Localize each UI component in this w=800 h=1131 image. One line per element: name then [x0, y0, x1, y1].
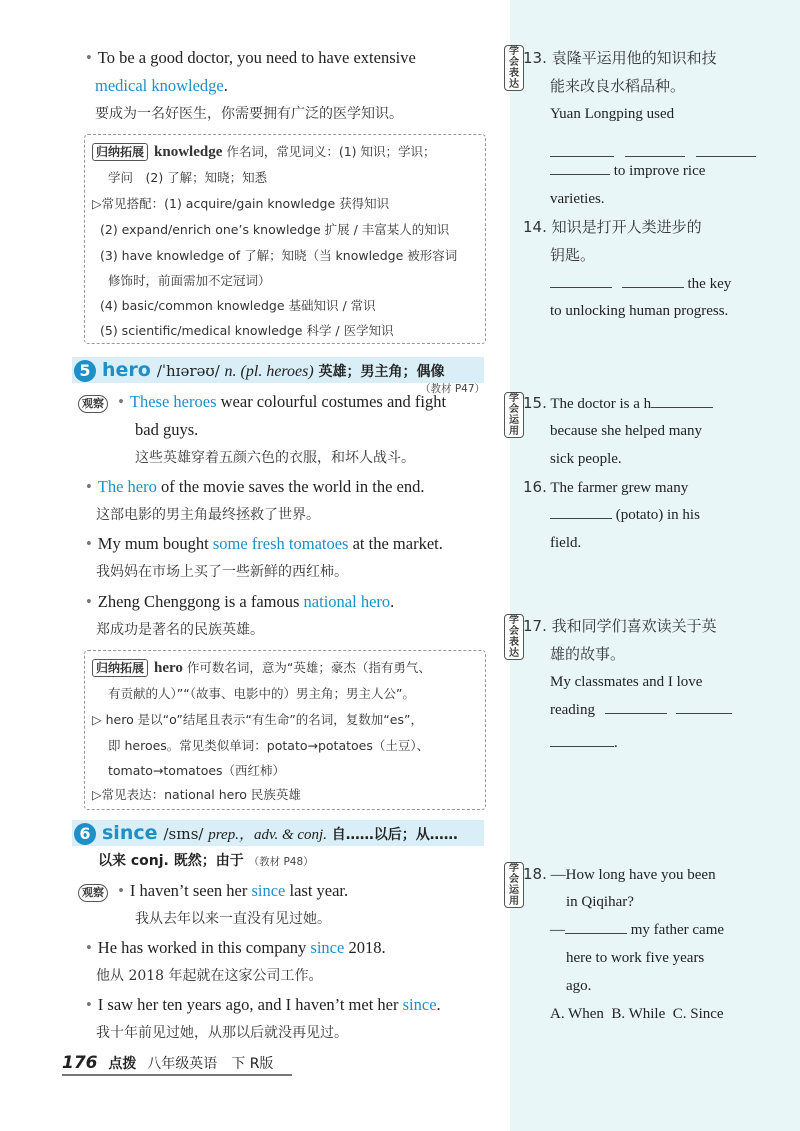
- hero-example-3: • My mum bought some fresh tomatoes at the market.: [86, 534, 443, 553]
- since-example-1-cn: 我从去年以来一直没有见过她。: [135, 911, 331, 927]
- hero-example-3-cn: 我妈妈在市场上买了一些新鲜的西红柿。: [96, 564, 348, 580]
- since-heading-line2: 以来 conj. 既然；由于 （教材 P48）: [98, 853, 314, 869]
- q18-line1: 18. —How long have you been: [523, 865, 716, 883]
- hero-box-line3: ▷ hero 是以“o”结尾且表示“有生命”的名词，复数加“es”，: [92, 712, 423, 727]
- q18-line3: — my father came: [550, 916, 724, 944]
- doctor-example-cn: 要成为一名好医生，你需要拥有广泛的医学知识。: [95, 106, 403, 122]
- hero-example-4-cn: 郑成功是著名的民族英雄。: [96, 622, 264, 638]
- answer-blank[interactable]: [550, 502, 612, 519]
- answer-blank[interactable]: [550, 271, 612, 288]
- hero-example-1-cn: 这些英雄穿着五颜六色的衣服，和坏人战斗。: [135, 450, 415, 466]
- express-tag: 学会表达: [504, 614, 524, 660]
- hero-example-4: • Zheng Chenggong is a famous national hero.: [86, 592, 395, 611]
- hero-box-line6: ▷常见表达：national hero 民族英雄: [92, 787, 301, 802]
- hero-box-line5: tomato→tomatoes（西红柿）: [108, 763, 286, 778]
- answer-blank[interactable]: [622, 271, 684, 288]
- q17-line3: My classmates and I love: [550, 674, 703, 690]
- observe-tag: 观察: [78, 884, 108, 902]
- page-number: 176: [62, 1053, 98, 1073]
- q18-line2: in Qiqihar?: [566, 894, 634, 910]
- brand-name: 点拨: [108, 1056, 137, 1072]
- use-tag: 学会运用: [504, 392, 524, 438]
- doctor-example-en: • To be a good doctor, you need to have extensive: [86, 48, 416, 67]
- q17-line4: reading: [550, 696, 732, 724]
- knowledge-box-line1: 归纳拓展 knowledge 作名词，常见词义：(1) 知识；学识；: [92, 139, 436, 165]
- entry-number-badge: 5: [74, 360, 96, 382]
- hero-textbook-ref: （教材 P47）: [420, 383, 486, 395]
- answer-blank[interactable]: [550, 730, 614, 747]
- since-example-1: 观察 • I haven’t seen her since last year.: [78, 877, 348, 905]
- since-example-3-cn: 我十年前见过她，从那以后就没再见过。: [96, 1025, 348, 1041]
- q18-line4: here to work five years: [566, 950, 705, 966]
- answer-blank[interactable]: [651, 391, 713, 408]
- q13-line5: to improve rice: [550, 157, 705, 185]
- knowledge-box-line6: 修饰时，前面需加不定冠词）: [108, 273, 271, 288]
- answer-blank[interactable]: [625, 140, 685, 157]
- use-tag: 学会运用: [504, 862, 524, 908]
- q16-line2: (potato) in his: [550, 501, 700, 529]
- hero-box-line4: 即 heroes。常见类似单词：potato→potatoes（土豆）、: [108, 738, 430, 753]
- knowledge-box-line4: (2) expand/enrich one’s knowledge 扩展 / 丰富某人的知识: [100, 222, 450, 237]
- q13-line1: 13. 袁隆平运用他的知识和技: [523, 49, 717, 67]
- hero-example-1-cont: bad guys.: [135, 420, 199, 439]
- q16-line1: 16. The farmer grew many: [523, 478, 689, 496]
- answer-blank[interactable]: [550, 158, 610, 175]
- hero-example-2-cn: 这部电影的男主角最终拯救了世界。: [96, 507, 320, 523]
- observe-tag: 观察: [78, 395, 108, 413]
- since-textbook-ref: （教材 P48）: [248, 856, 314, 868]
- q14-line1: 14. 知识是打开人类进步的: [523, 218, 702, 236]
- since-example-2: • He has worked in this company since 2018.: [86, 938, 386, 957]
- q17-line1: 17. 我和同学们喜欢读关于英: [523, 617, 717, 635]
- q17-line5: .: [550, 729, 618, 757]
- q14-line4: to unlocking human progress.: [550, 303, 729, 319]
- express-tag: 学会表达: [504, 45, 524, 91]
- q15-line3: sick people.: [550, 451, 622, 467]
- knowledge-box-line3: ▷常见搭配：(1) acquire/gain knowledge 获得知识: [92, 196, 390, 211]
- entry-number-badge: 6: [74, 823, 96, 845]
- hero-box-line1: 归纳拓展 hero 作可数名词，意为“英雄；豪杰（指有勇气、: [92, 655, 431, 681]
- q17-line2: 雄的故事。: [550, 645, 626, 663]
- answer-blank[interactable]: [565, 917, 627, 934]
- knowledge-box-line2: 学问 (2) 了解；知晓；知悉: [108, 170, 268, 185]
- answer-blank[interactable]: [696, 140, 756, 157]
- page-footer: [62, 1053, 273, 1073]
- knowledge-box-line7: (4) basic/common knowledge 基础知识 / 常识: [100, 298, 376, 313]
- hero-box-line2: 有贡献的人）”“（故事、电影中的）男主角；男主人公”。: [108, 686, 415, 701]
- q13-line2: 能来改良水稻品种。: [550, 77, 686, 95]
- doctor-example-en-cont: medical knowledge.: [95, 76, 228, 95]
- knowledge-box-line8: (5) scientific/medical knowledge 科学 / 医学知识: [100, 323, 394, 338]
- hero-heading: 5 hero /ˈhɪərəʊ/ n. (pl. heroes) 英雄；男主角；偶像: [74, 358, 445, 384]
- expansion-tag: 归纳拓展: [92, 143, 148, 161]
- footer-rule: [62, 1074, 292, 1076]
- q18-line5: ago.: [566, 978, 592, 994]
- since-example-3: • I saw her ten years ago, and I haven’t met her since.: [86, 995, 441, 1014]
- expansion-tag: 归纳拓展: [92, 659, 148, 677]
- hero-example-2: • The hero of the movie saves the world in the end.: [86, 477, 425, 496]
- knowledge-box-line5: (3) have knowledge of 了解；知晓（当 knowledge 被形容词: [100, 248, 458, 263]
- q15-line2: because she helped many: [550, 423, 703, 439]
- q14-line2: 钥匙。: [550, 246, 596, 264]
- q16-line3: field.: [550, 535, 582, 551]
- since-example-2-cn: 他从 2018 年起就在这家公司工作。: [96, 968, 323, 984]
- answer-blank[interactable]: [605, 697, 667, 714]
- q13-line6: varieties.: [550, 191, 605, 207]
- q14-line3: the key: [550, 270, 731, 298]
- since-heading: 6 since /sɪns/ prep.，adv. & conj. 自……以后；从……: [74, 821, 458, 847]
- q13-line3: Yuan Longping used: [550, 106, 675, 122]
- q18-options: A. When B. While C. Since: [550, 1006, 724, 1022]
- book-name: 八年级英语 下 R版: [147, 1056, 274, 1072]
- q15-line1: 15. The doctor is a h: [523, 389, 713, 418]
- answer-blank[interactable]: [676, 697, 732, 714]
- answer-blank[interactable]: [550, 140, 614, 157]
- hero-example-1: 观察 • These heroes wear colourful costumes and fight: [78, 388, 446, 416]
